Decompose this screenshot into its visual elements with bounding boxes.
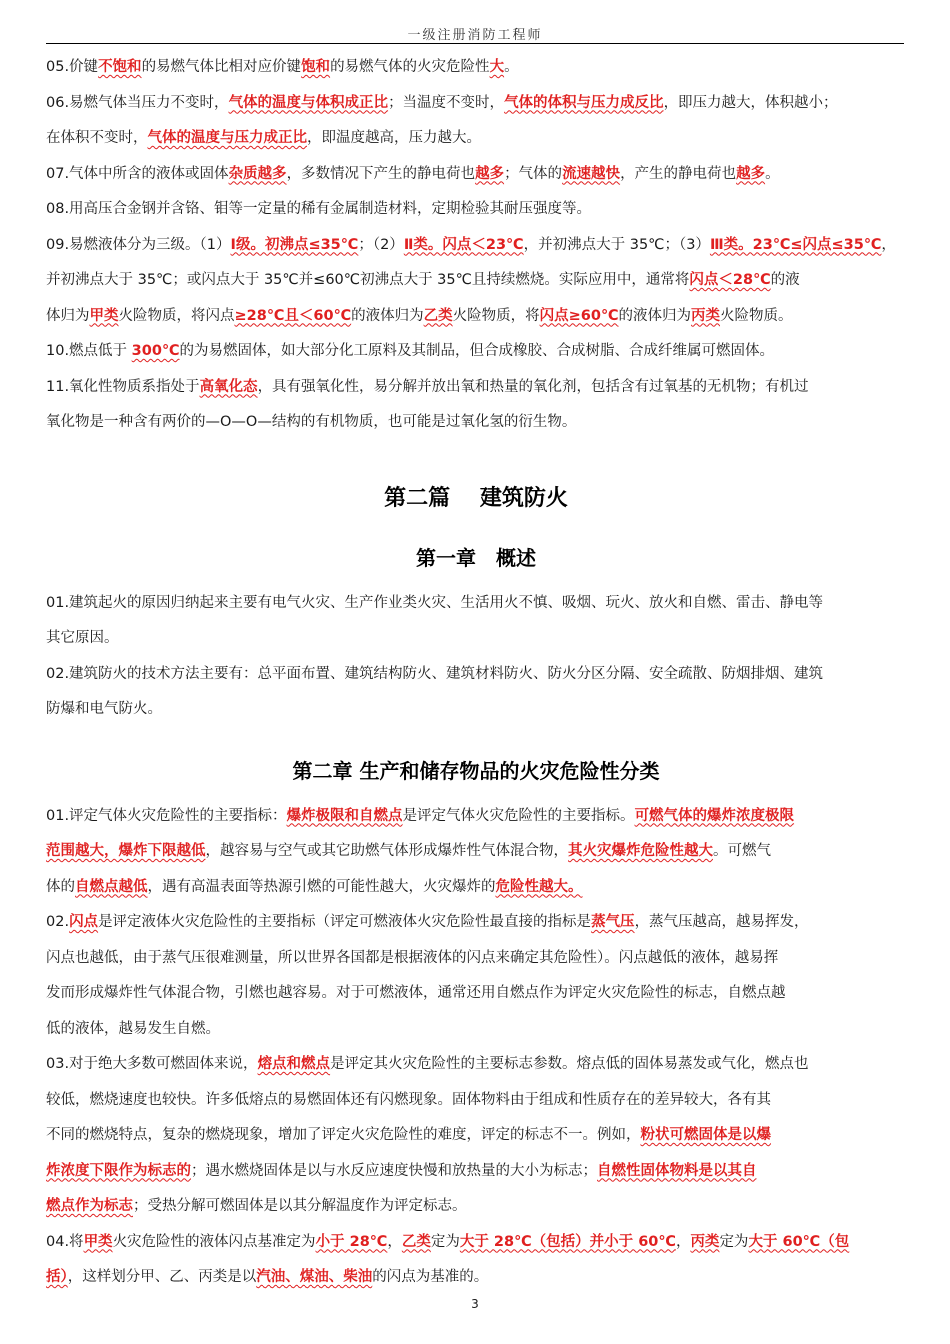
- text-line: [46, 1154, 906, 1190]
- highlight-text: 闪点≥60℃: [539, 307, 619, 324]
- body-text: ；（2）: [358, 236, 404, 253]
- text-line: [46, 1047, 906, 1083]
- body-text: ，产生的静电荷也: [620, 165, 737, 182]
- body-text: 的液体归为: [351, 307, 424, 324]
- body-text: 是评定液体火灾危险性的主要指标（评定可燃液体火灾危险性最直接的指标是: [98, 914, 592, 930]
- body-text: 的为易燃固体，如大部分化工原料及其制品，但合成橡胶、合成树脂、合成纤维属可燃固体。: [179, 343, 774, 359]
- body-text: 01.评定气体火灾危险性的主要指标：: [46, 807, 287, 824]
- body-text: 较低，燃烧速度也较快。许多低熔点的易燃固体还有闪燃现象。固体物料由于组成和性质存在的差异较大，各有其: [46, 1091, 771, 1108]
- chapter-1-title: 第一章 概述: [416, 545, 536, 570]
- highlight-text: 小于 28℃: [315, 1233, 388, 1250]
- highlight-text: 可燃气体的爆炸浓度极限: [634, 807, 795, 824]
- body-text: 火险物质，将: [452, 307, 540, 324]
- list-item: [46, 1225, 906, 1296]
- body-text: 07.气体中所含的液体或固体: [46, 165, 229, 182]
- body-text: 其它原因。: [46, 630, 119, 646]
- body-text: 06.易燃气体当压力不变时，: [46, 94, 229, 111]
- text-line: [46, 192, 906, 228]
- highlight-text: 危险性越大。: [495, 878, 583, 895]
- chapter-1-list: [46, 586, 906, 728]
- highlight-text: 气体的温度与体积成正比: [228, 94, 389, 111]
- highlight-text: 丙类: [691, 307, 721, 324]
- highlight-text: 燃点作为标志: [46, 1198, 133, 1214]
- body-text: 的液体归为: [618, 307, 692, 324]
- highlight-text: 越多: [736, 165, 766, 182]
- highlight-text: 大于 60℃（包: [748, 1233, 850, 1250]
- highlight-text: 300℃: [131, 343, 180, 359]
- highlight-text: 熔点和燃点: [257, 1056, 331, 1072]
- body-text: 11.氧化性物质系指处于: [46, 378, 200, 395]
- part-title: 第二篇 建筑防火: [384, 485, 568, 511]
- text-line: [46, 157, 906, 193]
- highlight-text: 大: [489, 59, 505, 75]
- running-header: 一级注册消防工程师: [407, 28, 543, 43]
- highlight-text: 丙类: [690, 1233, 720, 1250]
- body-text: ；气体的: [504, 165, 563, 182]
- text-line: [46, 657, 906, 693]
- text-line: [46, 941, 906, 977]
- body-text: 不同的燃烧特点，复杂的燃烧现象，增加了评定火灾危险性的难度，评定的标志不一。例如，: [46, 1127, 641, 1143]
- text-line: [46, 405, 906, 441]
- list-item: [46, 228, 906, 335]
- page-number: 3: [471, 1297, 479, 1311]
- highlight-text: 范围越大，爆炸下限越低: [46, 843, 206, 859]
- body-text: ，: [387, 1233, 402, 1250]
- text-line: [46, 870, 906, 906]
- body-text: 氧化物是一种含有两价的—O—O—结构的有机物质，也可能是过氧化氢的衍生物。: [46, 414, 577, 430]
- body-text: ，即温度越高，压力越大。: [307, 130, 481, 146]
- body-text: ，并初沸点大于 35℃；（3）: [523, 236, 710, 253]
- body-text: 是评定气体火灾危险性的主要指标。: [402, 807, 635, 824]
- list-item: [46, 157, 906, 193]
- body-text: ；遇水燃烧固体是以与水反应速度快慢和放热量的大小为标志；: [191, 1162, 597, 1179]
- body-text: 的闪点为基准的。: [372, 1269, 489, 1285]
- text-line: [46, 692, 906, 728]
- text-line: [46, 228, 906, 264]
- body-text: 并初沸点大于 35℃；或闪点大于 35℃并≤60℃初沸点大于 35℃且持续燃烧。实际应用中，通常将: [46, 272, 690, 288]
- body-text: 火灾危险性的液体闪点基准定为: [112, 1233, 316, 1250]
- text-line: [46, 370, 906, 406]
- list-item: [46, 799, 906, 906]
- body-text: 火险物质，将闪点: [118, 307, 235, 324]
- body-text: 在体积不变时，: [46, 130, 148, 146]
- list-item: [46, 370, 906, 441]
- text-line: [46, 1012, 906, 1048]
- highlight-text: Ⅲ类。23℃≤闪点≤35℃: [709, 236, 882, 253]
- body-text: 01.建筑起火的原因归纳起来主要有电气火灾、生产作业类火灾、生活用火不慎、吸烟、玩火、放火和自燃、雷击、静电等: [46, 594, 824, 611]
- text-line: [46, 1189, 906, 1225]
- text-line: [46, 799, 906, 835]
- body-text: ；当温度不变时，: [388, 94, 505, 111]
- body-text: ；受热分解可燃固体是以其分解温度作为评定标志。: [133, 1198, 467, 1214]
- body-text: ，蒸气压越高，越易挥发，: [634, 914, 809, 930]
- body-text: 是评定其火灾危险性的主要标志参数。熔点低的固体易蒸发或气化，燃点也: [330, 1056, 809, 1072]
- highlight-text: 自燃性固体物料是以其自: [597, 1162, 757, 1179]
- highlight-text: 流速越快: [562, 165, 621, 182]
- text-line: [46, 334, 906, 370]
- chapter-2-list: [46, 799, 906, 1296]
- body-text: 05.价键: [46, 59, 99, 75]
- body-text: 发而形成爆炸性气体混合物，引燃也越容易。对于可燃液体，通常还用自燃点作为评定火灾危险性的标志，自燃点越: [46, 985, 786, 1001]
- body-text: 定为: [430, 1233, 460, 1250]
- highlight-text: 括）: [46, 1269, 68, 1285]
- body-text: 低的液体，越易发生自燃。: [46, 1020, 220, 1037]
- body-text: ，遇有高温表面等热源引燃的可能性越大，火灾爆炸的: [147, 878, 496, 895]
- list-item: [46, 50, 906, 86]
- section-1-list: [46, 50, 906, 441]
- body-text: ，越容易与空气或其它助燃气体形成爆炸性气体混合物，: [205, 843, 568, 859]
- highlight-text: 高氧化态: [199, 378, 258, 395]
- body-text: ，多数情况下产生的静电荷也: [286, 165, 476, 182]
- list-item: [46, 905, 906, 1047]
- list-item: [46, 586, 906, 657]
- text-line: [46, 299, 906, 335]
- text-line: [46, 263, 906, 299]
- body-text: ，具有强氧化性，易分解并放出氧和热量的氧化剂，包括含有过氧基的无机物；有机过: [257, 378, 809, 395]
- body-text: 02.: [46, 914, 70, 930]
- body-text: 定为: [719, 1233, 749, 1250]
- highlight-text: 越多: [475, 165, 505, 182]
- highlight-text: ≥28℃且＜60℃: [234, 307, 352, 324]
- body-text: 08.用高压合金钢并含铬、钼等一定量的稀有金属制造材料，定期检验其耐压强度等。: [46, 201, 592, 217]
- text-line: [46, 1118, 906, 1154]
- highlight-text: 自燃点越低: [75, 878, 148, 895]
- body-text: 闪点也越低，由于蒸气压很难测量，所以世界各国都是根据液体的闪点来确定其危险性）。闪点越低的液体，越易挥: [46, 949, 779, 966]
- page-content: [46, 50, 906, 1296]
- text-line: [46, 586, 906, 622]
- text-line: [46, 1260, 906, 1296]
- highlight-text: 蒸气压: [591, 914, 635, 930]
- highlight-text: 闪点: [69, 914, 99, 930]
- text-line: [46, 50, 906, 86]
- body-text: 。: [765, 165, 780, 182]
- body-text: 火险物质。: [720, 307, 793, 324]
- highlight-text: 粉状可燃固体是以爆: [640, 1127, 771, 1143]
- body-text: 体的: [46, 878, 75, 895]
- body-text: ，这样划分甲、乙、丙类是以: [67, 1269, 257, 1285]
- highlight-text: Ⅰ级。初沸点≤35℃: [230, 236, 359, 253]
- highlight-text: 饱和: [301, 59, 331, 75]
- highlight-text: 乙类: [401, 1233, 431, 1250]
- highlight-text: 甲类: [89, 307, 119, 324]
- highlight-text: 乙类: [423, 307, 453, 324]
- body-text: 。可燃气: [713, 843, 771, 859]
- body-text: 09.易燃液体分为三级。（1）: [46, 236, 231, 253]
- highlight-text: 甲类: [83, 1233, 113, 1250]
- body-text: 的易燃气体比相对应价键: [141, 59, 302, 75]
- text-line: [46, 1083, 906, 1119]
- body-text: 的液: [770, 272, 800, 288]
- list-item: [46, 657, 906, 728]
- body-text: ，即压力越大，体积越小；: [663, 94, 838, 111]
- header-rule: [46, 43, 904, 44]
- text-line: [46, 1225, 906, 1261]
- body-text: 02.建筑防火的技术方法主要有：总平面布置、建筑结构防火、建筑材料防火、防火分区分隔、安全疏散、防烟排烟、建筑: [46, 665, 824, 682]
- list-item: [46, 86, 906, 157]
- body-text: ，: [881, 236, 896, 253]
- highlight-text: 其火灾爆炸危险性越大: [568, 843, 713, 859]
- list-item: [46, 192, 906, 228]
- list-item: [46, 1047, 906, 1225]
- body-text: 03.对于绝大多数可燃固体来说，: [46, 1056, 258, 1072]
- highlight-text: 闪点＜28℃: [689, 272, 771, 288]
- highlight-text: 爆炸极限和自燃点: [286, 807, 403, 824]
- body-text: 10.燃点低于: [46, 343, 132, 359]
- highlight-text: 汽油、煤油、柴油: [256, 1269, 373, 1285]
- highlight-text: Ⅱ类。闪点＜23℃: [403, 236, 524, 253]
- body-text: 防爆和电气防火。: [46, 701, 162, 717]
- body-text: ，: [675, 1233, 691, 1250]
- chapter-2-title: 第二章 生产和储存物品的火灾危险性分类: [292, 758, 660, 783]
- body-text: 。: [504, 59, 519, 75]
- highlight-text: 炸浓度下限作为标志的: [46, 1162, 191, 1179]
- highlight-text: 气体的温度与压力成正比: [147, 130, 307, 146]
- highlight-text: 杂质越多: [228, 165, 287, 182]
- highlight-text: 不饱和: [98, 59, 142, 75]
- highlight-text: 气体的体积与压力成反比: [504, 94, 664, 111]
- text-line: [46, 834, 906, 870]
- text-line: [46, 86, 906, 122]
- body-text: 的易燃气体的火灾危险性: [330, 59, 490, 75]
- body-text: 体归为: [46, 307, 90, 324]
- text-line: [46, 976, 906, 1012]
- highlight-text: 大于 28℃（包括）并小于 60℃: [459, 1233, 676, 1250]
- text-line: [46, 121, 906, 157]
- text-line: [46, 621, 906, 657]
- body-text: 04.将: [46, 1233, 84, 1250]
- text-line: [46, 905, 906, 941]
- list-item: [46, 334, 906, 370]
